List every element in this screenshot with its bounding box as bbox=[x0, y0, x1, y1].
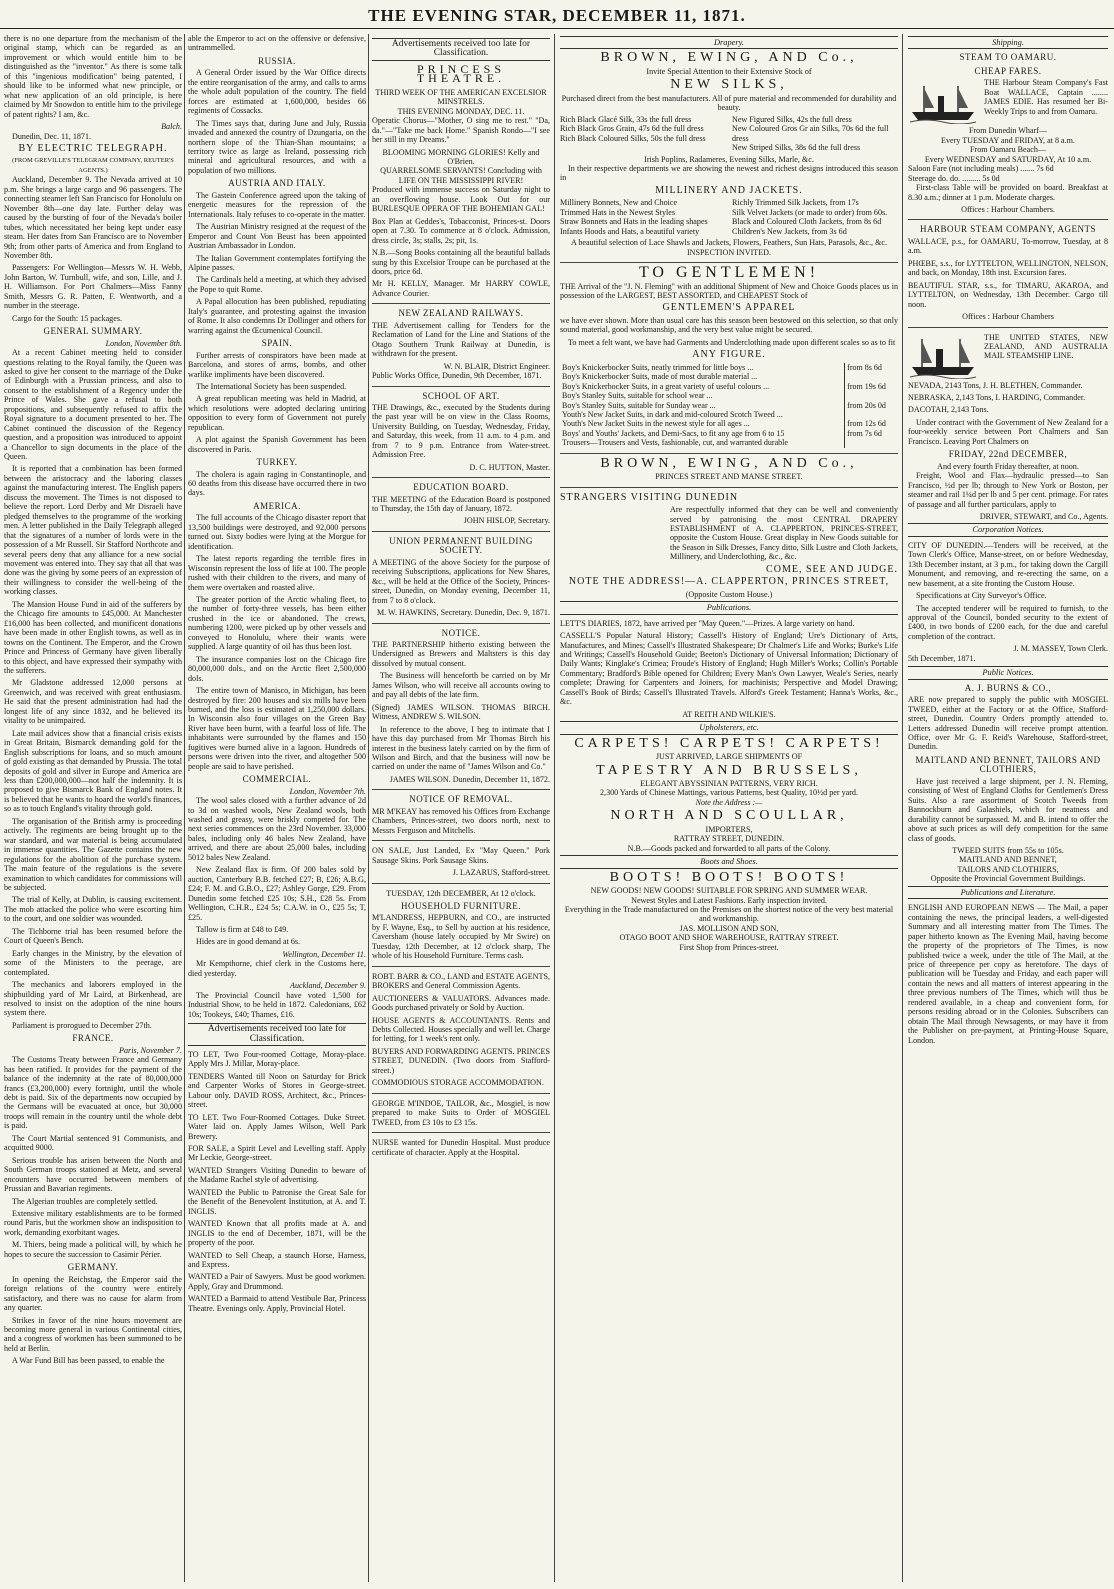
news-paragraph: The Court Martial sentenced 91 Communists, and acquitted 9000. bbox=[4, 1133, 182, 1153]
suits-row bbox=[560, 438, 898, 447]
ad-line: LETT'S DIARIES, 1872, have arrived per "May Queen."—Prizes. A large variety on hand. bbox=[560, 618, 855, 628]
notice-signature: J. LAZARUS, Stafford-street. bbox=[452, 868, 550, 878]
column-divider bbox=[184, 34, 185, 1582]
sailing-date: FRIDAY, 22nd DECEMBER, bbox=[948, 449, 1068, 460]
notice-text: THE MEETING of the Education Board is postponed to Thursday, the 15th day of January, 1872. bbox=[372, 494, 550, 514]
classified-ad: WANTED a Pair of Sawyers. Must be good workmen. Apply, Gray and Drummond. bbox=[188, 1272, 366, 1291]
news-paragraph: M. Thiers, being made a political will, by which he hopes to secure the succession to Casimir Périer. bbox=[4, 1240, 182, 1259]
apparel-title: GENTLEMEN'S APPAREL bbox=[662, 302, 796, 314]
ad-line: AT REITH AND WILKIE'S. bbox=[682, 709, 776, 719]
notice-text: The Business will henceforth be carried on by Mr James Wilson, who will receive all accounts owing to and pay all debts of the late firm. bbox=[372, 671, 550, 700]
ad-line: ELEGANT ABYSSINIAN PATTERNS, VERY RICH. bbox=[640, 779, 818, 788]
news-paragraph: The trial of Kelly, at Dublin, is causing excitement. The mob attacked the police who were escorting him to the court, and one soldier was wounded. bbox=[4, 895, 182, 924]
auckland-date: Auckland, December 9. bbox=[290, 981, 366, 991]
strangers-title: STRANGERS VISITING DUNEDIN bbox=[560, 491, 739, 503]
notice-text: CITY OF DUNEDIN.—Tenders will be received, at the Town Clerk's Office, Manse-street, on or before Wednesday, 13th December instant, at 3 p.m., for taking down the Cargill Monument, and removing, and re-erecting the same, on a new basement, at a site fronting the Custom House. bbox=[908, 540, 1108, 588]
wellington-date: Wellington, December 11. bbox=[282, 949, 366, 959]
news-paragraph: A General Order issued by the War Office directs the entire reorganisation of the army, and calls to arms the whole adult population of the country. The field forces are estimated at 1,600,000, besides 66 regiments of Cossacks. bbox=[188, 68, 366, 116]
shipping-text: NEVADA, 2143 Tons, J. H. BLETHEN, Commander. bbox=[908, 380, 1083, 390]
ad-line: RATTRAY STREET, DUNEDIN. bbox=[673, 834, 785, 844]
ad-line: First Shop from Princes-street. bbox=[679, 942, 779, 952]
news-paragraph: The International Society has been suspended. bbox=[196, 381, 347, 391]
news-paragraph: The entire town of Manisco, in Michigan, has been destroyed by fire: 200 houses and six mills have been burned, and the loss is estimated at 1,250,000 dollars. In Wisconsin also four villages on the Green Bay River have been burnt, with a fearful loss of life. The inhabitants were surrounded by the flames and 150 fugitives were burned alive in a lagoon. Hundreds of persons were driven into the river, and altogether 500 people are said to have perished. bbox=[188, 686, 366, 771]
cargo: Cargo for the South: 15 packages. bbox=[12, 313, 122, 323]
column-3 bbox=[372, 34, 550, 1582]
ad-line: (Opposite Custom House.) bbox=[685, 589, 773, 599]
notice-text: THE Drawings, &c., executed by the Students during the past year will be on view in the Class Rooms, University Building, on Tuesday, Wednesday, Friday, and Saturday, this week, from 11 a.m. to 4 p.m. and from 7 to 9 p.m. Entrance from Water-street. Admission Free. bbox=[372, 402, 550, 460]
auction-date: TUESDAY, 12th DECEMBER, At 12 o'clock. bbox=[386, 888, 536, 898]
notice-text: A MEETING of the above Society for the purpose of receiving Subscriptions, applications for New Shares, &c., will be held at the Office of the Society, Princes-street, Dunedin, on Monday evening, December 11, from 7 to 8 o'clock. bbox=[372, 557, 550, 605]
suit-item: Boy's Knickerbocker Suits, made of most durable material ... bbox=[562, 372, 758, 382]
masthead: THE EVENING STAR, DECEMBER 11, 1871. bbox=[0, 6, 1114, 29]
furniture-title: HOUSEHOLD FURNITURE. bbox=[401, 900, 521, 911]
classified-ad: TO LET, Two Four-roomed Cottage, Moray-place. Apply Mrs J. Millar, Moray-place. bbox=[188, 1049, 366, 1069]
note-address: NOTE THE ADDRESS!—A. CLAPPERTON, PRINCES STREET, bbox=[568, 576, 890, 588]
on-sale-ad: ON SALE, Just Landed, Ex "May Queen." Pork Sausage Skins. Pork Sausage Skins. bbox=[372, 846, 550, 865]
ad-line: we have ever shown. More than usual care has this season been bestowed on this selection, so that only sound material, good workmanship, and the very best value might be secured. bbox=[560, 315, 898, 335]
news-paragraph: The Cardinals held a meeting, at which they advised the Pope to quit Rome. bbox=[188, 275, 366, 294]
suits-row bbox=[560, 363, 898, 372]
suits-row bbox=[560, 419, 898, 428]
notice-signature: M. W. HAWKINS, Secretary. Dunedin, Dec. 9, 1871. bbox=[376, 608, 550, 618]
news-paragraph: Early changes in the Ministry, by the elevation of some of the Ministers to the peerage, are contemplated. bbox=[4, 948, 182, 977]
burns-title: A. J. BURNS & CO., bbox=[964, 682, 1052, 693]
shipping-line: From Dunedin Wharf— bbox=[968, 126, 1048, 136]
classified-ad: WANTED the Public to Patronise the Great Sale for the Benefit of the Benevolent Institution, at A. and T. INGLIS. bbox=[188, 1187, 366, 1216]
news-paragraph: Mr Kempthorne, chief clerk in the Customs here, died yesterday. bbox=[188, 959, 366, 978]
news-paragraph: The full accounts of the Chicago disaster report that 13,500 buildings were destroyed, and 92,000 persons turned out. Sixty bodies were lying at the Morgue for identification. bbox=[188, 513, 366, 551]
carpets-title: CARPETS! CARPETS! CARPETS! bbox=[574, 735, 884, 751]
passengers: Passengers: For Wellington—Messrs W. H. Webb, John Barton, W. Turnbull, wife, and son, Lille, and J. H. Williamson. For Port Chalmers—Miss Fanny Smith, Messrs G. R. Patten, F. Wentworth, and a number in the steerage. bbox=[4, 263, 182, 311]
shipping-text: THE Harbour Steam Company's Fast Boat WALLACE, Captain ........ JAMES EDIE. Has resumed her Bi-Weekly Trips to and from Oamaru. bbox=[984, 78, 1108, 116]
fares: Saloon Fare (not including meals) ....... 7s 6d Steerage do. do. ......... 5s 0d bbox=[908, 164, 1054, 183]
millinery-right: Richly Trimmed Silk Jackets, from 17s Silk Velvet Jackets (or made to order) from 60s. Black and Coloured Cloth Jackets, from 8s 6d Children's New Jackets, from 3s 6d bbox=[732, 198, 888, 236]
princess-theatre-title: PRINCESS THEATRE. bbox=[416, 61, 506, 86]
millinery-title: MILLINERY AND JACKETS. bbox=[655, 184, 803, 196]
suit-price: from 20s 0d bbox=[845, 401, 898, 410]
suits-row bbox=[560, 372, 898, 381]
news-paragraph: A plot against the Spanish Government has been discovered in Paris. bbox=[188, 435, 366, 454]
ad-line: TAILORS AND CLOTHIERS, bbox=[957, 864, 1059, 874]
ad-line: Everything in the Trade manufactured on the Premises on the shortest notice of the very best material and workmanship. bbox=[564, 904, 894, 924]
ad-line: Are respectfully informed that they can be well and conveniently served by patronising the most CENTRAL DRAPERY ESTABLISHMENT of A. CLAPPERTON, PRINCES-STREET, opposite the Custom House. Great display in New Goods suitable for the Season in Silk Dresses, Fancy ditto, Silk Lustre and Cloth Jackets, Millinery, and Underclothing, &c., &c. bbox=[670, 505, 898, 562]
notice-text: Public Works Office, Dunedin, 9th December, 1871. bbox=[372, 371, 542, 381]
theatre-line: BLOOMING MORNING GLORIES! Kelly and O'Brien. bbox=[382, 147, 540, 166]
theatre-line: THIRD WEEK OF THE AMERICAN EXCELSIOR MINSTRELS. bbox=[375, 87, 547, 107]
section-publications-literature: Publications and Literature. bbox=[908, 886, 1108, 899]
news-paragraph: A Papal allocution has been published, repudiating Italy's guarantee, and protesting against the invasion of Rome. It also condemns Dr Dollinger and others for warring against the Œcumenical Council. bbox=[188, 297, 366, 335]
notice-text: 5th December, 1871. bbox=[908, 653, 976, 663]
tweed-suits: TWEED SUITS from 55s to 105s. bbox=[952, 846, 1064, 855]
gentlemen-title: TO GENTLEMEN! bbox=[638, 264, 820, 282]
school-of-art-title: SCHOOL OF ART. bbox=[422, 390, 500, 401]
section-drapery: Drapery. bbox=[560, 36, 898, 49]
suit-item: Boy's Knickerbocker Suits, in a great variety of useful colours ... bbox=[562, 381, 770, 391]
letter-text: there is no one departure from the mechanism of the original stamp, which can be regarded as an improvement or which would entitle him to be distinguished as the "inventor." As there is some talk of this "ingenious modification" being patented, I should like to be informed what new principle, or what new application of an old principle, is here claimed by Mr Snowdon to entitle him to the privilege of patent rights? I am, &c. bbox=[4, 34, 182, 119]
brown-ewing-title-2: BROWN, EWING, AND Co., bbox=[600, 455, 858, 471]
steamship-icon bbox=[908, 80, 978, 124]
business-card: HOUSE AGENTS & ACCOUNTANTS. Rents and Debts Collected. Houses specially and well let. Charge for letting, for 1 week's rent only. bbox=[372, 1015, 550, 1044]
suits-row bbox=[560, 429, 898, 438]
brown-ewing-title: BROWN, EWING, AND Co., bbox=[600, 50, 858, 66]
news-paragraph: A War Fund Bill has been passed, to enable the bbox=[12, 1356, 165, 1366]
tapestry-title: TAPESTRY AND BRUSSELS, bbox=[596, 762, 862, 778]
come-see-judge: COME, SEE AND JUDGE. bbox=[766, 563, 898, 575]
column-divider bbox=[902, 34, 903, 1582]
shipping-text: NEBRASKA, 2,143 Tons, I. HARDING, Commander. bbox=[908, 392, 1086, 402]
news-paragraph: The Algerian troubles are completely settled. bbox=[12, 1196, 158, 1206]
france-date: Paris, November 7. bbox=[119, 1045, 182, 1055]
ad-line: In their respective departments we are showing the newest and richest designs introduced this season in bbox=[560, 163, 898, 183]
ad-line: N.B.—Goods packed and forwarded to all parts of the Colony. bbox=[627, 843, 831, 853]
news-paragraph: A great republican meeting was held in Madrid, at which resolutions were adopted declaring untiring opposition to every form of Government not purely republican. bbox=[188, 394, 366, 432]
business-card: AUCTIONEERS & VALUATORS. Advances made. Goods purchased privately or Sold by Auction. bbox=[372, 993, 550, 1013]
cheap-fares: CHEAP FARES. bbox=[974, 65, 1042, 76]
shipping-text: WALLACE, p.s., for OAMARU, To-morrow, Tuesday, at 8 a.m. bbox=[908, 236, 1108, 256]
commercial-date: London, November 7th. bbox=[289, 786, 366, 796]
ad-line: 2,300 Yards of Chinese Mattings, various Patterns, best Quality, 10½d per yard. bbox=[600, 788, 858, 798]
ad-line: Newest Styles and Latest Fashions. Early inspection invited. bbox=[631, 895, 827, 905]
suit-item: Boy's Stanley Suits, suitable for Sunday wear ... bbox=[562, 400, 716, 410]
ad-line: Opposite the Provincial Government Buildings. bbox=[930, 874, 1086, 884]
telegraph-title: BY ELECTRIC TELEGRAPH. bbox=[18, 142, 168, 154]
silks-list bbox=[560, 115, 898, 153]
shipping-text: BEAUTIFUL STAR, s.s., for TIMARU, AKAROA, and LYTTELTON, on Wednesday, 13th December. Cargo till noon. bbox=[908, 280, 1108, 309]
section-shipping: Shipping. bbox=[908, 36, 1108, 49]
news-paragraph: Hides are in good demand at 6s. bbox=[196, 937, 301, 947]
shipping-text: Freight, Wool and Flax—hydraulic pressed—to San Francisco, ½d per lb; through to New York or Boston, per steamer and rail 1¼d per lb and 5 per cent. primage. For rates of passage and all further particulars, apply to bbox=[908, 471, 1108, 509]
shipping-line: From Oamaru Beach— bbox=[970, 145, 1046, 155]
notice-signature: J. M. MASSEY, Town Clerk. bbox=[1013, 644, 1108, 654]
classified-ad: WANTED to Sell Cheap, a staunch Horse, Harness, and Express. bbox=[188, 1250, 366, 1270]
news-paragraph: Strikes in favor of the nine hours movement are becoming more general in various Continental cities, and a congress of workmen has been summoned to be held at Berlin. bbox=[4, 1315, 182, 1353]
news-paragraph: The greater portion of the Arctic whaling fleet, to the number of forty-three vessels, has been either crushed in the ice or abandoned. The crews, numbering 1200, were picked up by other vessels and conveyed to Honolulu, where their wants were supplied. A large quantity of oil has thus been lost. bbox=[188, 595, 366, 652]
theatre-line: N.B.—Song Books containing all the beautiful ballads sung by this Excelsior Troupe can be purchased at the doors, price 6d. bbox=[372, 248, 550, 276]
classified-ad: WANTED Known that all profits made at A. and INGLIS to the end of December, 1871, will be the property of the poor. bbox=[188, 1219, 366, 1248]
ad-line: THE Arrival of the "J. N. Fleming" with an additional Shipment of New and Choice Goods places us in possession of the LARGEST, BEST ASSORTED, and CHEAPEST Stock of bbox=[560, 281, 898, 300]
suit-price: from 19s 6d bbox=[845, 382, 898, 391]
column-divider bbox=[554, 34, 555, 1582]
any-figure-title: ANY FIGURE. bbox=[692, 349, 766, 361]
russia-title: RUSSIA. bbox=[258, 55, 296, 66]
notice-text: THE PARTNERSHIP hitherto existing between the Undersigned as Brewers and Maltsters is this day dissolved by mutual consent. bbox=[372, 640, 550, 668]
education-board-title: EDUCATION BOARD. bbox=[413, 482, 509, 493]
column-2 bbox=[188, 34, 366, 1582]
north-scoullar-title: NORTH AND SCOULLAR, bbox=[610, 808, 848, 824]
news-paragraph: Further arrests of conspirators have been made at Barcelona, and stores of arms, bombs, and other warlike impliments have been discovered. bbox=[188, 350, 366, 379]
millinery-left: Millinery Bonnets, New and Choice Trimmed Hats in the Newest Styles Straw Bonnets and Hats in the leading shapes Infants Hoods and Hats, a beautiful variety bbox=[560, 198, 708, 236]
business-card: GEORGE M'INDOE, TAILOR, &c., Mosgiel, is now prepared to make Suits to Order of MOSGIEL TWEED, from £3 10s to £3 15s. bbox=[372, 1098, 550, 1127]
general-summary-date: London, November 8th. bbox=[105, 338, 182, 348]
suit-item: Youth's New Jacket Suits, in dark and mid-coloured Scotch Tweed ... bbox=[562, 409, 783, 419]
theatre-line: Produced with immense success on Saturday night to an overflowing house. Look Out for our BURLESQUE OPERA OF THE BOHEMIAN GAL! bbox=[372, 185, 550, 214]
suit-price: from 12s 6d bbox=[845, 419, 898, 428]
column-divider bbox=[368, 34, 369, 1582]
notice-text: In reference to the above, I beg to intimate that I have this day purchased from Mr Thomas Birch his interest in the business lately carried on by the firm of Wilson and Birch, and that the business will now be carried on under the name of "James Wilson and Co." bbox=[372, 724, 550, 772]
notice-title: NOTICE. bbox=[441, 627, 481, 638]
suits-row bbox=[560, 391, 898, 400]
shipping-text: First-class Table will be provided on board. Breakfast at 8.30 a.m.; dinner at 1 p.m. Moderate charges. bbox=[908, 183, 1108, 202]
news-paragraph: The Italian Government contemplates fortifying the Alpine passes. bbox=[188, 253, 366, 272]
letter-dateline: Dunedin, Dec. 11, 1871. bbox=[12, 131, 92, 141]
classified-ad: WANTED a Barmaid to attend Vestibule Bar, Princess Theatre. Evenings only. Apply, Provincial Hotel. bbox=[188, 1294, 366, 1313]
ad-line: OTAGO BOOT AND SHOE WAREHOUSE, RATTRAY STREET. bbox=[619, 933, 839, 943]
building-society-title: UNION PERMANENT BUILDING SOCIETY. bbox=[389, 535, 533, 556]
inspection-invited: INSPECTION INVITED. bbox=[686, 247, 772, 257]
suits-row bbox=[560, 401, 898, 410]
news-paragraph: Serious trouble has arisen between the North and South German troops stationed at Metz, and several encounters have occurred between members of Prussian and Bavarian regiments. bbox=[4, 1155, 182, 1194]
news-paragraph: It is reported that a combination has been formed between the aristocracy and the laboring classes against the manufacturing interest. The English papers discuss the movement. The Times is not disposed to believe the report. Lord Derby and Mr Disraeli have pledged themselves to the programme of the working men. A letter published in the Daily Telegraph alleged that the signatures of a number of lords were in the possession of a Mr Russell. Sir Stafford Northcote and several peers deny that any alliance for a new social movement was entered into. They say that all that was done was the giving by some peers of an expression of their willingness to consider the well-being of the working classes. bbox=[4, 464, 182, 597]
business-card: ROBT. BARR & CO., LAND and ESTATE AGENTS, BROKERS and General Commission Agents. bbox=[372, 971, 550, 991]
shipping-line: And every fourth Friday thereafter, at noon. bbox=[937, 461, 1079, 471]
ad-line: MAITLAND AND BENNET, bbox=[959, 855, 1057, 865]
theatre-line: THIS EVENING MONDAY, DEC. 11. bbox=[397, 106, 525, 116]
boots-title: BOOTS! BOOTS! BOOTS! bbox=[609, 869, 849, 885]
classified-ad: TO LET. Two Four-Roomed Cottages. Duke Street. Water laid on. Apply James Wilson, Well Park Brewery. bbox=[188, 1112, 366, 1141]
commercial-title: COMMERCIAL. bbox=[242, 774, 312, 785]
maitland-title: MAITLAND AND BENNET, TAILORS AND CLOTHIERS, bbox=[915, 754, 1101, 775]
news-paragraph: The Tichborne trial has been resumed before the Court of Queen's Bench. bbox=[4, 926, 182, 946]
shipping-text: THE UNITED STATES, NEW ZEALAND, AND AUSTRALIA MAIL STEAMSHIP LINE. bbox=[984, 332, 1108, 361]
notice-text: M'LANDRESS, HEPBURN, and CO., are instructed by F. Wayne, Esq., to Sell by auction at his residence, Caversham (house lately occupied by Mr Swire) on Tuesday, 12th December, at 12 o'clock sharp, The whole of his Household Furniture. Terms cash. bbox=[372, 913, 550, 961]
ad-line: JUST ARRIVED, LARGE SHIPMENTS OF bbox=[655, 752, 803, 762]
business-card: NURSE wanted for Dunedin Hospital. Must produce certificate of character. Apply at the Hospital. bbox=[372, 1138, 550, 1157]
ad-line: JAS. MOLLISON AND SON, bbox=[679, 923, 779, 933]
suits-row bbox=[560, 382, 898, 391]
notice-text: MR M'KEAY has removed his Offices from Exchange Chambers, Princes-street, two doors north, next to Messrs Ferguson and Mitchells. bbox=[372, 806, 550, 835]
steamship-icon bbox=[908, 335, 978, 379]
news-paragraph: The Times says that, during June and July, Russia invaded and annexed the country of Dzungaria, on the northern slope of the Thian-Shan mountains; a territory twice as large as Ireland, possessing rich mineral and agricultural resources, and with a population of two millions. bbox=[188, 118, 366, 175]
news-paragraph: Mr Gladstone addressed 12,000 persons at Greenwich, and was received with great enthusiasm. He said that the present administration had had the longest life of any since 1832, and he believed its vitality to be unimpaired. bbox=[4, 678, 182, 726]
theatre-line: Box Plan at Geddes's, Tobacconist, Princes-st. Doors open at 7.30. To commence at 8 o'clock. Admission, dress circle, 3s; stalls, 2s; pit, 1s. bbox=[372, 216, 550, 245]
shipping-text: PHŒBE, s.s., for LYTTELTON, WELLINGTON, NELSON, and back, on Monday, 18th inst. Excursion fares. bbox=[908, 258, 1108, 278]
austria-title: AUSTRIA AND ITALY. bbox=[228, 178, 326, 189]
auckland-news: Auckland, December 9. The Nevada arrived at 10 p.m. She brings a large cargo and 96 passengers. The connecting steamer left San Francisco for Honolulu on November 8th—one day late. Further delay was caused by the bursting of four of the Nevada's boiler tubes, which necessitated her being kept under easy steam. Her dates from San Francisco are to November 9th; from other parts of America and from England to November 8th. bbox=[4, 175, 182, 260]
news-paragraph: Tallow is firm at £48 to £49. bbox=[196, 924, 289, 934]
shipping-line: Offices : Harbour Chambers. bbox=[961, 204, 1055, 214]
ad-line: CASSELL'S Popular Natural History; Cassell's History of England; Ure's Dictionary of Arts, Manufactures, and Mines; Cassell's Illustrated Shakespeare; Dr Chalmer's Life and Works; Burke's Life and Writings; Cassell's Household Guide; Beeton's Dictionary of Universal Information; Dictionary of Daily Wants; Kinglake's Crimea; Froude's History of England; Hugh Miller's Works; Collin's Portable Commentary; Bradford's Bible opened for Children; Every Man's Own Lawyer, Weale's Series, nearly complete; Drawing for Carpenters and Joiners, for machinists; Perspective and Model Drawing; Cassell's Book of Birds; Cassell's Illustrated Travels. Alford's Greek Testament; Hanna's Works, &c., &c. bbox=[560, 631, 898, 707]
news-paragraph: The insurance companies lost on the Chicago fire 80,000,000 dols., and on the Arctic fleet 2,500,000 dols. bbox=[188, 654, 366, 683]
column-5 bbox=[908, 34, 1108, 1582]
millinery-list bbox=[560, 198, 898, 236]
shipping-line: Every TUESDAY and FRIDAY, at 8 a.m. bbox=[941, 135, 1075, 145]
new-silks-title: NEW SILKS, bbox=[670, 77, 788, 93]
news-paragraph: The Gastein Conference agreed upon the taking of energetic measures for the repression of the Internationals. Italy refuses to co-operate in the matter. bbox=[188, 190, 366, 219]
notice-text: ARE now prepared to supply the public with MOSGIEL TWEED, either at the Factory or at the Office, Stafford-street, Dunedin. Country Orders promptly attended to. Letters addressed Dunedin will receive prompt attention. Office, over Mr G. F. Reid's Warehouse, Stafford-street, Dunedin. bbox=[908, 695, 1108, 752]
late-ads-heading: Advertisements received too late for Classification. bbox=[372, 38, 550, 61]
steam-oamaru-title: STEAM TO OAMARU. bbox=[959, 52, 1057, 63]
section-public-notices: Public Notices. bbox=[908, 666, 1108, 679]
notice-text: The accepted tenderer will be required to furnish, to the approval of the Council, bonded security to the extent of £400, in two bonds of £200 each, for the due and careful completion of the contract. bbox=[908, 603, 1108, 641]
notice-text: ENGLISH AND EUROPEAN NEWS — The Mail, a paper containing the news, the principal leaders, a well-digested Summary and all interesting matter from The Times. The paper hitherto known as The Evening Mail, having become the property of the proprietors of The Times, is now published twice a week, under the title of The Mail, at the price of threepence per copy as heretofore. The days of publication will be Tuesday and Friday, and each paper will contain the news and all matters of interest appearing in the three previous numbers of The Times, which will thus be rendered available, in a cheap and convenient form, for persons residing abroad or in the Colonies. Subscribers can obtain The Mail through Newsagents, or may have it from the Publisher on pre-payment, at Printing-House Square, London. bbox=[908, 903, 1108, 1045]
theatre-line: Operatic Chorus—"Mother, O sing me to rest." "Da, da."—"Take me back Home." Spanish Rondo—"I see her still in my Dreams." bbox=[372, 116, 550, 145]
notice-signature: JOHN HISLOP, Secretary. bbox=[463, 516, 550, 526]
silks-right: New Figured Silks, 42s the full dress New Coloured Gros Gr ain Silks, 70s 6d the full dress New Striped Silks, 38s 6d the full dress bbox=[732, 114, 889, 153]
suits-row bbox=[560, 410, 898, 419]
ad-line: IMPORTERS, bbox=[705, 824, 753, 834]
news-paragraph: Late mail advices show that a financial crisis exists in Great Britain, Bismarck demanding gold for the English subscriptions for loans, and so much amount of gold existing as that demanded by Prussia. The total deposits of gold and silver in Europe and America are less than £200,000,000—not half the indemnity. It is proposed to give Bismarck Bank of England notes. It is believed that he wants to hoard the world's finances, so as to touch England's vitality through gold. bbox=[4, 728, 182, 814]
news-paragraph: able the Emperor to act on the offensive or defensive, untrammelled. bbox=[188, 34, 366, 53]
removal-title: NOTICE OF REMOVAL. bbox=[409, 794, 513, 805]
shipping-text: DACOTAH, 2,143 Tons. bbox=[908, 405, 989, 415]
suit-item: Trousers—Trousers and Vests, fashionable, cut, and warranted durable bbox=[562, 438, 788, 448]
business-card: BUYERS AND FORWARDING AGENTS. PRINCES STREET, DUNEDIN. (Two doors from Stafford-street.) bbox=[372, 1046, 550, 1075]
news-paragraph: The cholera is again raging in Constantinople, and 60 deaths from this disease have occurred there in two days. bbox=[188, 469, 366, 498]
harbour-company-title: HARBOUR STEAM COMPANY, AGENTS bbox=[919, 224, 1097, 235]
agents-signature: DRIVER, STEWART, and Co., Agents. bbox=[979, 511, 1108, 521]
america-title: AMERICA. bbox=[253, 500, 301, 511]
france-title: FRANCE. bbox=[72, 1033, 114, 1044]
germany-title: GERMANY. bbox=[67, 1262, 119, 1273]
suit-price bbox=[845, 438, 898, 447]
suits-table bbox=[560, 363, 898, 448]
suit-price bbox=[845, 410, 898, 419]
section-boots: Boots and Shoes. bbox=[560, 855, 898, 868]
suit-item: Youth's New Jacket Suits in the newest style for all ages ... bbox=[562, 419, 750, 429]
turkey-title: TURKEY. bbox=[256, 457, 298, 468]
column-1 bbox=[4, 34, 182, 1582]
ad-line: Irish Poplins, Radameres, Evening Silks, Marle, &c. bbox=[644, 154, 814, 164]
section-upholsterers: Upholsterers, etc. bbox=[560, 721, 898, 734]
ad-line: PRINCES STREET AND MANSE STREET. bbox=[655, 472, 803, 482]
notice-text: (Signed) JAMES WILSON. THOMAS BIRCH. Witness, ANDREW S. WILSON. bbox=[372, 702, 550, 722]
ad-line: Invite Special Attention to their Extensive Stock of bbox=[646, 66, 812, 76]
ad-line: Note the Address :— bbox=[695, 797, 763, 807]
news-paragraph: Extensive military establishments are to be formed round Paris, but the workmen show an indisposition to work, demanding exorbitant wages. bbox=[4, 1209, 182, 1237]
suit-item: Boys' and Youths' Jackets, and Demi-Sacs, to fit any age from 6 to 15 bbox=[562, 428, 785, 438]
news-paragraph: The latest reports regarding the terrible fires in Wisconsin represent the loss of life at 100. The people rushed with their children to the rivers, and many of them were overtaken and roasted alive. bbox=[188, 554, 366, 592]
notice-text: Specifications at City Surveyor's Office. bbox=[916, 591, 1047, 601]
general-summary-title: GENERAL SUMMARY. bbox=[43, 326, 143, 337]
news-paragraph: The Customs Treaty between France and Germany has been ratified. It provides for the payment of the balance of the indemnity at the rate of 80,000,000 francs (£3,200,000) every fortnight, until the whole debt is paid. Six of the departments now occupied by the Germans will be evacuated at once, but 30,000 troops will remain in the country until the whole debt is paid. bbox=[4, 1055, 182, 1131]
classified-ad: FOR SALE, a Spirit Level and Levelling staff. Apply Mr Leckie, George-street. bbox=[188, 1144, 366, 1163]
notice-signature: JAMES WILSON. Dunedin, December 11, 1872. bbox=[389, 774, 550, 784]
notice-text: Have just received a large shipment, per J. N. Fleming, consisting of West of England Cloths for Gentlemen's Dress Suits. Also a rare assortment of Scotch Tweeds from Bannockburn and Galashiels, which for neatness and durability cannot be surpassed. M. and B. intend to offer the above at such prices as will defy competition for the same class of goods. bbox=[908, 776, 1108, 843]
column-4 bbox=[560, 34, 898, 1582]
suit-price: from 8s 6d bbox=[845, 363, 898, 372]
theatre-line: Mr H. KELLY, Manager. Mr HARRY COWLE, Advance Courier. bbox=[372, 279, 550, 298]
section-corporation: Corporation Notices. bbox=[908, 523, 1108, 536]
suit-price bbox=[845, 372, 898, 381]
news-paragraph: Parliament is prorogued to December 27th. bbox=[12, 1020, 152, 1030]
letter-signature: Balch. bbox=[161, 122, 182, 132]
news-paragraph: In opening the Reichstag, the Emperor said the foreign relations of the country were entirely satisfactory, and there was no cause for alarm from any quarter. bbox=[4, 1274, 182, 1313]
business-card: COMMODIOUS STORAGE ACCOMMODATION. bbox=[372, 1078, 544, 1088]
news-paragraph: The Austrian Ministry resigned at the request of the Emperor and Count Von Beust has been appointed Austrian Ambassador in London. bbox=[188, 222, 366, 251]
notice-signature: D. C. HUTTON, Master. bbox=[469, 462, 550, 472]
news-paragraph: At a recent Cabinet meeting held to consider questions relating to the Royal family, the Queen was asked to give her consent to the marriage of the Duke of Edinburgh with a Prussian princess, and also to consent to the establishment of a Regency under the Prince of Wales. She gave a refusal to both propositions, and subsequently refused to affix the Royal signature to a document presented to her. The Cabinet continued the discussion of the Regency question, and a proposition was introduced to appoint a Chancellor to sign documents in the place of the Queen. bbox=[4, 348, 182, 462]
suit-item: Boy's Stanley Suits, suitable for school wear ... bbox=[562, 391, 713, 401]
theatre-line: QUARRELSOME SERVANTS! Concluding with LIFE ON THE MISSISSIPPI RIVER! bbox=[380, 166, 542, 185]
ad-line: A beautiful selection of Lace Shawls and Jackets, Flowers, Feathers, Sun Hats, Parasols, &c., &c. bbox=[570, 238, 888, 248]
news-paragraph: The Provincial Council have voted 1,500 for Industrial Show, to be held in 1872. Caledonians, £62 10s; Tookeys, £40; Thames, £16. bbox=[188, 990, 366, 1019]
spain-title: SPAIN. bbox=[261, 338, 293, 349]
ad-line: NEW GOODS! NEW GOODS! SUITABLE FOR SPRING AND SUMMER WEAR. bbox=[590, 886, 868, 896]
telegraph-subtitle: (FROM GREVILLE'S TELEGRAM COMPANY, REUTER'S AGENTS.) bbox=[12, 157, 174, 174]
section-publications: Publications. bbox=[560, 601, 898, 614]
suit-item: Boy's Knickerbocker Suits, neatly trimmed for little boys ... bbox=[562, 362, 754, 372]
silks-left: Rich Black Glacé Silk, 33s the full dress Rich Black Gros Grain, 47s 6d the full dress Rich Black Coloured Silks, 50s the full dress bbox=[560, 114, 706, 143]
news-paragraph: The Mansion House Fund in aid of the sufferers by the Chicago fire amounts to £45,000. At Manchester £16,000 has been collected, and munificent donations have been made in other English towns, as well as in towns on the Continent. The Emperor, and the Crown Prince and Princess of Germany have given liberally to this object, and have expressed their sympathy with the sufferers. bbox=[4, 599, 182, 675]
notice-text: THE Advertisement calling for Tenders for the Reclamation of Land for the Line and Stations of the Otago Southern Trunk Railway at Dunedin, is withdrawn for the present. bbox=[372, 320, 550, 359]
news-paragraph: The mechanics and laborers employed in the shipbuilding yard of Mr Laird, at Birkenhead, are resolved to insist on the adoption of the nine hours system there. bbox=[4, 980, 182, 1018]
shipping-text: Under contract with the Government of New Zealand for a four-weekly service between Port Chalmers and San Francisco. Leaving Port Chalmers on bbox=[908, 417, 1108, 446]
shipping-line: Every WEDNESDAY and SATURDAY, At 10 a.m. bbox=[924, 154, 1092, 164]
news-paragraph: The organisation of the British army is proceeding actively. The regiments are being brought up to the war standard, and war material is being accumulated in immense quantities. The Gazette contains the new regulations for the abolition of the purchase system. The main feature of the regulations is the severe examination to which candidates for commissions will be subjected. bbox=[4, 816, 182, 892]
notice-signature: W. N. BLAIR, District Engineer. bbox=[443, 361, 550, 371]
classified-ad: WANTED Strangers Visiting Dunedin to beware of the Madame Rachel style of advertising. bbox=[188, 1165, 366, 1185]
ad-line: Purchased direct from the best manufacturers. All of pure material and recommended for durability and beauty. bbox=[561, 93, 897, 113]
suit-price bbox=[845, 391, 898, 400]
ad-line: To meet a felt want, we have had Garments and Underclothing made upon different scales so as to fit bbox=[568, 337, 896, 347]
late-ads-heading: Advertisements received too late for Classification. bbox=[188, 1023, 366, 1046]
shipping-line: Offices : Harbour Chambers bbox=[962, 312, 1054, 322]
news-paragraph: New Zealand flax is firm. Of 200 bales sold by auction, Canterbury B.B. fetched £27; B, £26; A.B.G, £24; F. M. and G.B.O., £27; Ashley Gorge, £29. From Dunedin some fetched £25 10s; S.H., £28 5s. From Wellington, C.H.R., £24 5s; C.A.W. in O., £25 5s; T, £25. bbox=[188, 865, 366, 922]
classified-ad: TENDERS Wanted till Noon on Saturday for Brick and Carpenter Works of Stores in George-street. Labour only. DAVID ROSS, Architect, &c., Princes-street. bbox=[188, 1071, 366, 1110]
suit-price: from 7s 6d bbox=[845, 429, 898, 438]
news-paragraph: The wool sales closed with a further advance of 2d to 3d on washed wools, New Zealand wools, both washed and greasy, were briskly competed for. The next series commences on the 23rd November. 33,000 bales, including only 46 bales New Zealand, have arrived, and there are about 25,000 bales, including 5012 bales New Zealand. bbox=[188, 796, 366, 862]
railways-title: NEW ZEALAND RAILWAYS. bbox=[398, 308, 524, 319]
